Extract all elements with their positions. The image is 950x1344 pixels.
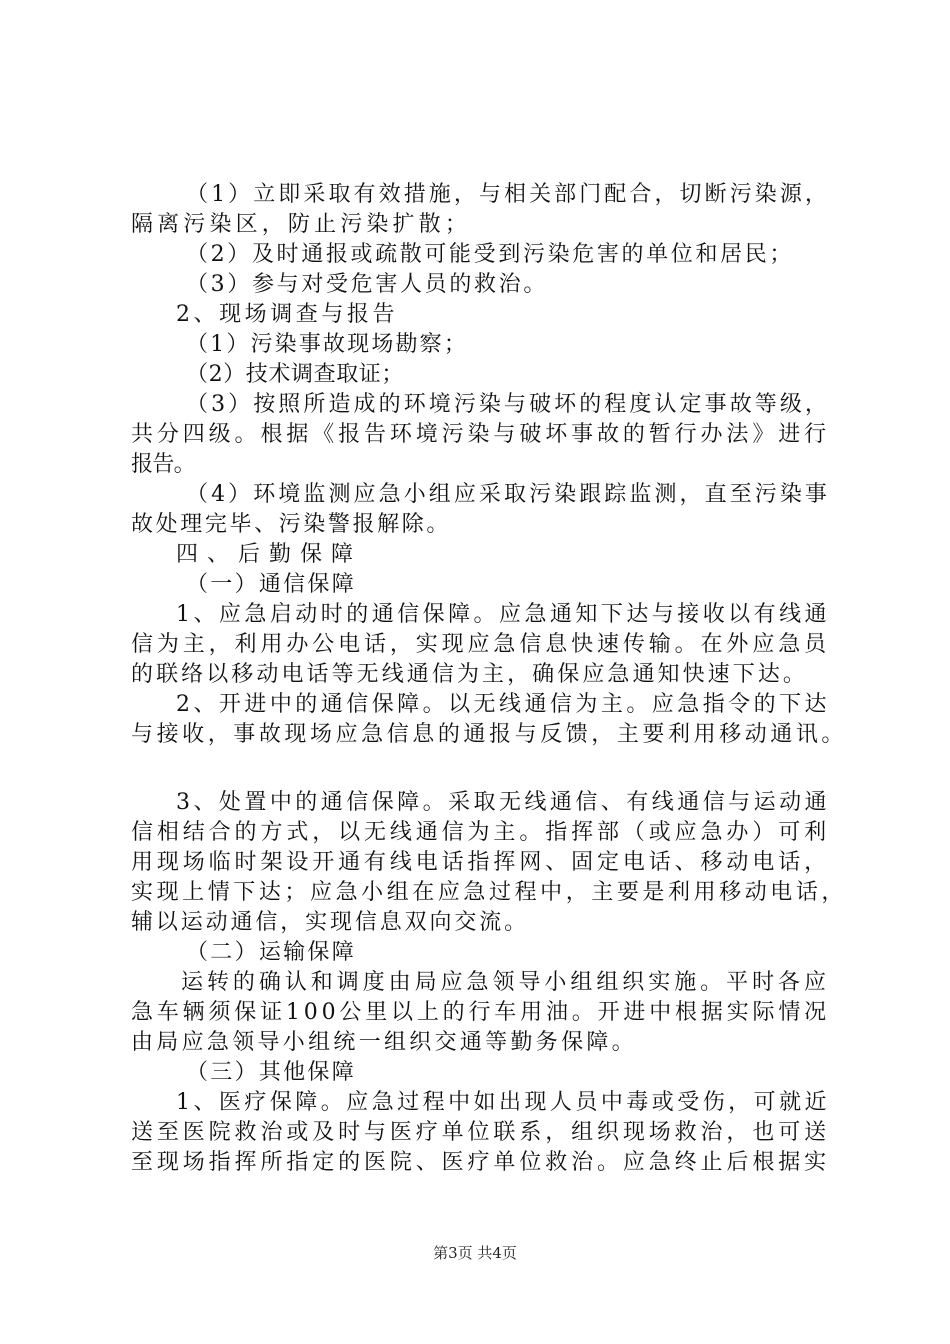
text-line: 共分四级。根据《报告环境污染与破坏事故的暂行办法》进行 [131,422,830,447]
text-line: （3）按照所造成的环境污染与破坏的程度认定事故等级， [186,392,831,417]
section-heading: 2、现场调查与报告 [176,302,399,327]
text-line: 用现场临时架设开通有线电话指挥网、固定电话、移动电话， [131,850,830,875]
text-line: 送至医院救治或及时与医疗单位联系，组织现场救治，也可送 [131,1120,830,1145]
text-line: 辅以运动通信，实现信息双向交流。 [131,910,529,935]
text-line: 故处理完毕、污染警报解除。 [131,512,451,537]
text-line: 实现上情下达；应急小组在应急过程中，主要是利用移动电话， [131,880,847,905]
text-line: 1、医疗保障。应急过程中如出现人员中毒或受伤，可就近 [176,1090,831,1115]
text-line: （4）环境监测应急小组应采取污染跟踪监测，直至污染事 [186,482,831,507]
text-line: 运转的确认和调度由局应急领导小组组织实施。平时各应 [181,970,830,995]
text-line: （2）及时通报或疏散可能受到污染危害的单位和居民； [186,242,794,267]
subsection-heading: （二）运输保障 [186,940,356,965]
text-line: 急车辆须保证100公里以上的行车用油。开进中根据实际情况 [131,1000,830,1025]
text-line: 的联络以移动电话等无线通信为主，确保应急通知快速下达。 [131,662,808,687]
text-line: 信相结合的方式，以无线通信为主。指挥部（或应急办）可利 [131,820,830,845]
subsection-heading: （一）通信保障 [186,572,356,597]
page-number-footer: 第3页 共4页 [433,1244,517,1262]
text-line: 3、处置中的通信保障。采取无线通信、有线通信与运动通 [176,790,831,815]
text-line: （1）污染事故现场勘察； [186,332,469,357]
text-line: 报告。 [131,452,195,477]
text-line: 由局应急领导小组统一组织交通等勤务保障。 [131,1030,637,1055]
text-line: 隔离污染区，防止污染扩散； [131,212,471,237]
subsection-heading: （三）其他保障 [186,1060,356,1085]
text-line: 与接收，事故现场应急信息的通报与反馈，主要利用移动通讯。 [131,722,847,747]
text-line: （1）立即采取有效措施，与相关部门配合，切断污染源， [186,182,831,207]
text-line: （2）技术调查取证； [186,362,404,387]
text-line: 信为主，利用办公电话，实现应急信息快速传输。在外应急员 [131,632,830,657]
text-line: 至现场指挥所指定的医院、医疗单位救治。应急终止后根据实 [131,1150,830,1175]
text-line: （3）参与对受危害人员的救治。 [186,272,549,297]
text-line: 2、开进中的通信保障。以无线通信为主。应急指令的下达 [176,692,831,717]
text-line: 1、应急启动时的通信保障。应急通知下达与接收以有线通 [176,602,831,627]
section-heading: 四、后勤保障 [176,542,362,567]
